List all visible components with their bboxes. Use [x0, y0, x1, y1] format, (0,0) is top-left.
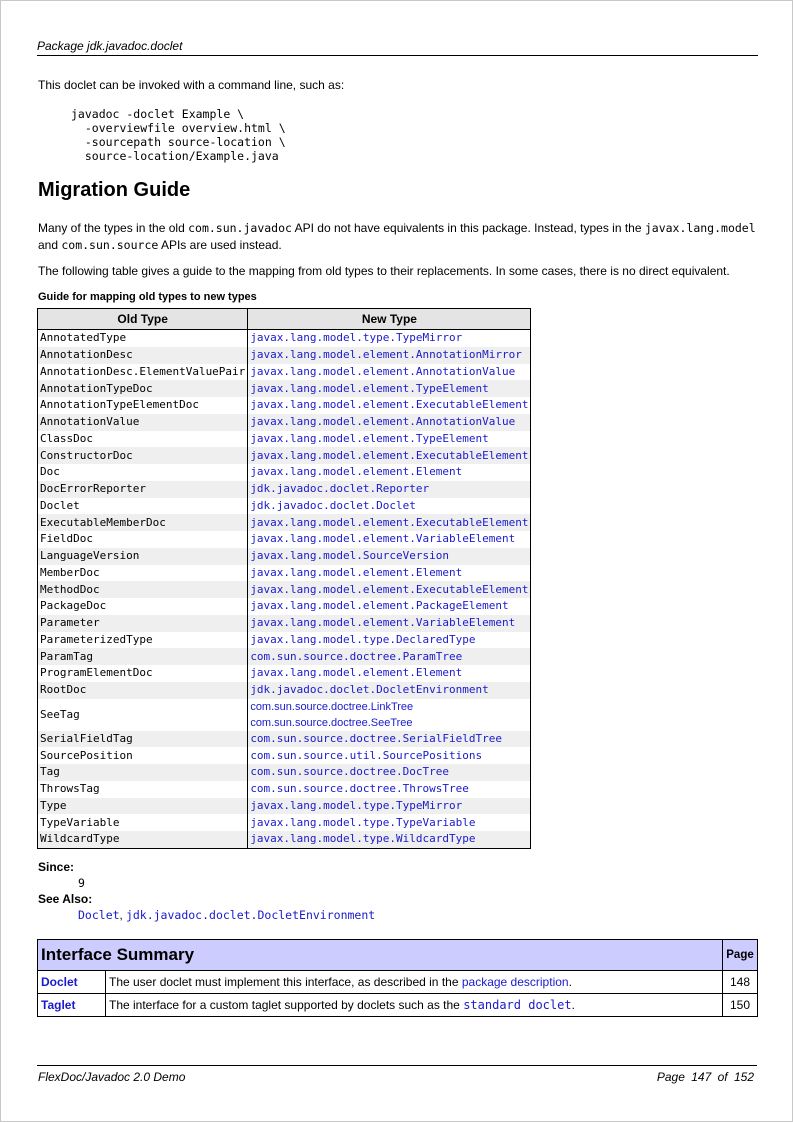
new-type-link[interactable]: com.sun.source.doctree.LinkTree — [250, 700, 414, 713]
new-type-cell — [248, 548, 531, 565]
new-type-link[interactable]: javax.lang.model.element.Element — [250, 666, 463, 680]
table-row — [38, 831, 531, 848]
old-type-cell: AnnotationDesc.ElementValuePair — [38, 364, 248, 381]
code-line: -sourcepath source-location \ — [71, 135, 286, 149]
code-line: source-location/Example.java — [71, 149, 279, 163]
since-value: 9 — [78, 876, 85, 890]
package-description-link[interactable]: package description — [461, 975, 569, 989]
new-type-cell — [248, 648, 531, 665]
new-type-link[interactable]: jdk.javadoc.doclet.DocletEnvironment — [250, 683, 489, 697]
new-type-link[interactable]: javax.lang.model.element.ExecutableElement — [250, 448, 529, 462]
new-type-cell — [248, 781, 531, 798]
new-type-cell — [248, 464, 531, 481]
new-type-link[interactable]: jdk.javadoc.doclet.Doclet — [250, 498, 416, 512]
new-type-cell — [248, 632, 531, 649]
table-row — [38, 481, 531, 498]
old-type-cell: DocErrorReporter — [38, 481, 248, 498]
migration-guide-heading: Migration Guide — [38, 179, 191, 201]
old-type-cell: MemberDoc — [38, 565, 248, 582]
migration-paragraph-2: The following table gives a guide to the mapping from old types to their replacements. In some cases, there is no direct equivalent. — [38, 264, 730, 278]
table-row — [38, 565, 531, 582]
see-also-label: See Also: — [38, 892, 93, 906]
new-type-cell — [248, 380, 531, 397]
table-row — [38, 665, 531, 682]
interface-summary-title: Interface Summary — [38, 940, 723, 971]
code-text: com.sun.javadoc — [188, 221, 292, 235]
new-type-cell — [248, 831, 531, 848]
new-type-cell — [248, 447, 531, 464]
old-type-cell: Type — [38, 798, 248, 815]
table-row — [38, 731, 531, 748]
text: APIs are used instead. — [158, 238, 282, 252]
new-type-link[interactable]: javax.lang.model.element.TypeElement — [250, 381, 489, 395]
new-type-link[interactable]: javax.lang.model.element.Element — [250, 465, 463, 479]
table-row — [38, 414, 531, 431]
table-header-row — [38, 309, 531, 330]
new-type-cell — [248, 747, 531, 764]
separator: , — [119, 910, 126, 922]
see-also-links — [78, 908, 375, 922]
new-type-link[interactable]: javax.lang.model.type.WildcardType — [250, 832, 476, 846]
table-row — [38, 498, 531, 515]
table-row — [38, 814, 531, 831]
new-type-link[interactable]: com.sun.source.doctree.ThrowsTree — [250, 782, 469, 796]
new-type-cell — [248, 498, 531, 515]
old-type-cell: ProgramElementDoc — [38, 665, 248, 682]
new-type-link[interactable]: javax.lang.model.type.TypeMirror — [250, 331, 463, 345]
summary-name-cell — [38, 971, 106, 994]
new-type-cell — [248, 798, 531, 815]
code-text: com.sun.source — [61, 238, 159, 252]
summary-name-cell — [38, 994, 106, 1017]
old-type-cell: ParameterizedType — [38, 632, 248, 649]
table-row — [38, 798, 531, 815]
new-type-link[interactable]: jdk.javadoc.doclet.Reporter — [250, 482, 430, 496]
old-type-cell: AnnotationTypeElementDoc — [38, 397, 248, 414]
new-type-link[interactable]: javax.lang.model.type.TypeMirror — [250, 798, 463, 812]
summary-header-row — [38, 940, 758, 971]
new-type-link[interactable]: javax.lang.model.type.TypeVariable — [250, 815, 476, 829]
new-type-link[interactable]: javax.lang.model.element.Element — [250, 565, 463, 579]
since-label: Since: — [38, 860, 75, 874]
table-row — [38, 431, 531, 448]
old-type-cell: SourcePosition — [38, 747, 248, 764]
interface-link-doclet[interactable]: Doclet — [41, 975, 78, 989]
old-type-cell: SeeTag — [38, 699, 248, 731]
mapping-table-body — [38, 330, 531, 849]
of-label: of — [717, 1070, 728, 1084]
migration-paragraph-1 — [38, 220, 763, 254]
old-type-cell: Tag — [38, 764, 248, 781]
table-row — [38, 347, 531, 364]
new-type-cell — [248, 682, 531, 699]
text: Many of the types in the old — [38, 221, 189, 235]
table-row — [38, 764, 531, 781]
new-type-cell — [248, 330, 531, 347]
table-row — [38, 699, 531, 731]
table-caption: Guide for mapping old types to new types — [38, 291, 257, 303]
new-type-link[interactable]: javax.lang.model.type.DeclaredType — [250, 632, 476, 646]
new-type-link[interactable]: com.sun.source.doctree.SerialFieldTree — [250, 731, 502, 745]
table-row — [38, 397, 531, 414]
old-type-cell: ParamTag — [38, 648, 248, 665]
summary-page-cell: 150 — [723, 994, 758, 1017]
code-example — [71, 107, 286, 163]
new-type-cell — [248, 414, 531, 431]
interface-link-taglet[interactable]: Taglet — [41, 998, 76, 1012]
new-type-link[interactable]: com.sun.source.doctree.SeeTree — [250, 716, 413, 729]
page-header: Package jdk.javadoc.doclet — [37, 39, 758, 56]
summary-row-doclet — [38, 971, 758, 994]
code-line: javadoc -doclet Example \ — [71, 107, 245, 121]
table-row — [38, 364, 531, 381]
new-type-link[interactable]: com.sun.source.util.SourcePositions — [250, 748, 483, 762]
page-label: Page — [656, 1070, 685, 1084]
new-type-cell — [248, 764, 531, 781]
summary-desc-cell — [106, 971, 723, 994]
new-type-link[interactable]: javax.lang.model.element.TypeElement — [250, 431, 489, 445]
old-type-cell: Doc — [38, 464, 248, 481]
table-row — [38, 598, 531, 615]
interface-summary-table — [37, 939, 758, 1017]
old-type-cell: Doclet — [38, 498, 248, 515]
new-type-cell — [248, 699, 531, 731]
description-text: . — [571, 998, 575, 1012]
new-type-cell — [248, 665, 531, 682]
table-row — [38, 531, 531, 548]
new-type-link[interactable]: javax.lang.model.SourceVersion — [250, 549, 449, 563]
old-type-cell: RootDoc — [38, 682, 248, 699]
old-type-cell: ThrowsTag — [38, 781, 248, 798]
new-type-cell — [248, 814, 531, 831]
old-type-cell: FieldDoc — [38, 531, 248, 548]
footer-divider — [37, 1065, 757, 1066]
new-type-link[interactable]: javax.lang.model.element.VariableElement — [250, 532, 516, 546]
code-text: javax.lang.model — [644, 221, 756, 235]
new-type-cell — [248, 598, 531, 615]
table-row — [38, 380, 531, 397]
text: API do not have equivalents in this package. Instead, types in the — [291, 221, 645, 235]
intro-text: This doclet can be invoked with a command line, such as: — [38, 78, 345, 92]
new-type-link[interactable]: javax.lang.model.element.ExecutableElement — [250, 515, 529, 529]
summary-desc-cell — [106, 994, 723, 1017]
new-type-cell — [248, 364, 531, 381]
old-type-cell: AnnotationDesc — [38, 347, 248, 364]
description-text: . — [568, 975, 572, 989]
old-type-cell: WildcardType — [38, 831, 248, 848]
new-type-link[interactable]: javax.lang.model.element.AnnotationValue — [250, 364, 516, 378]
summary-row-taglet — [38, 994, 758, 1017]
old-type-cell: MethodDoc — [38, 581, 248, 598]
new-type-link[interactable]: javax.lang.model.element.ExecutableElement — [250, 582, 529, 596]
old-type-cell: PackageDoc — [38, 598, 248, 615]
table-row — [38, 581, 531, 598]
old-type-cell: AnnotationTypeDoc — [38, 380, 248, 397]
table-row — [38, 632, 531, 649]
new-type-cell — [248, 565, 531, 582]
table-row — [38, 447, 531, 464]
new-type-cell — [248, 581, 531, 598]
new-type-link[interactable]: com.sun.source.doctree.ParamTree — [250, 649, 463, 663]
old-type-cell: ConstructorDoc — [38, 447, 248, 464]
old-type-cell: AnnotationValue — [38, 414, 248, 431]
old-type-cell: SerialFieldTag — [38, 731, 248, 748]
page-column-header: Page — [723, 940, 758, 971]
table-row — [38, 464, 531, 481]
new-type-cell — [248, 481, 531, 498]
column-header-new-type: New Type — [248, 309, 531, 330]
table-row — [38, 514, 531, 531]
new-type-link[interactable]: javax.lang.model.element.VariableElement — [250, 616, 516, 630]
footer-title: FlexDoc/Javadoc 2.0 Demo — [38, 1070, 186, 1084]
table-row — [38, 781, 531, 798]
summary-page-cell: 148 — [723, 971, 758, 994]
see-also-link-doclet-environment[interactable]: jdk.javadoc.doclet.DocletEnvironment — [125, 908, 376, 922]
table-row — [38, 648, 531, 665]
new-type-link[interactable]: javax.lang.model.element.PackageElement — [250, 599, 509, 613]
new-type-cell — [248, 615, 531, 632]
old-type-cell: ClassDoc — [38, 431, 248, 448]
old-type-cell: Parameter — [38, 615, 248, 632]
old-type-cell: ExecutableMemberDoc — [38, 514, 248, 531]
new-type-cell — [248, 514, 531, 531]
table-row — [38, 330, 531, 347]
current-page: 147 — [691, 1070, 712, 1084]
table-row — [38, 548, 531, 565]
new-type-cell — [248, 431, 531, 448]
column-header-old-type: Old Type — [38, 309, 248, 330]
new-type-link[interactable]: javax.lang.model.element.AnnotationValue — [250, 415, 516, 429]
new-type-cell — [248, 731, 531, 748]
table-row — [38, 682, 531, 699]
total-pages: 152 — [733, 1070, 754, 1084]
new-type-link[interactable]: javax.lang.model.element.AnnotationMirror — [250, 348, 522, 362]
new-type-link[interactable]: com.sun.source.doctree.DocTree — [250, 765, 449, 779]
new-type-link[interactable]: javax.lang.model.element.ExecutableElement — [250, 398, 529, 412]
old-type-cell: LanguageVersion — [38, 548, 248, 565]
code-line: -overviewfile overview.html \ — [71, 121, 286, 135]
old-type-cell: AnnotatedType — [38, 330, 248, 347]
description-text: The user doclet must implement this interface, as described in the — [109, 975, 462, 989]
new-type-cell — [248, 531, 531, 548]
new-type-cell — [248, 347, 531, 364]
text: and — [38, 238, 62, 252]
page-number — [657, 1070, 754, 1084]
new-type-cell — [248, 397, 531, 414]
standard-doclet-link[interactable]: standard doclet — [463, 998, 572, 1012]
mapping-table — [37, 308, 531, 849]
old-type-cell: TypeVariable — [38, 814, 248, 831]
see-also-link-doclet[interactable]: Doclet — [78, 908, 120, 922]
table-row — [38, 747, 531, 764]
description-text: The interface for a custom taglet supported by doclets such as the — [109, 998, 464, 1012]
table-row — [38, 615, 531, 632]
